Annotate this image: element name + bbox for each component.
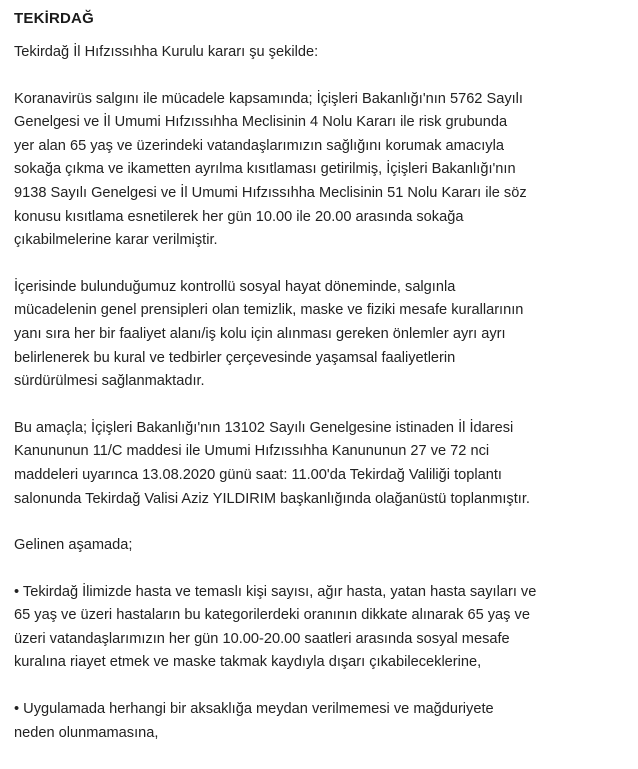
text-line: Gelinen aşamada;	[14, 537, 133, 554]
city-heading: TEKİRDAĞ	[14, 10, 94, 27]
text-line: Kanununun 11/C maddesi ile Umumi Hıfzıssıhha Kanununun 27 ve 72 nci	[14, 443, 490, 460]
text-line: 65 yaş ve üzeri hastaların bu kategorilerdeki oranının dikkate alınarak 65 yaş ve	[14, 607, 530, 624]
text-line: kuralına riayet etmek ve maske takmak kaydıyla dışarı çıkabileceklerine,	[14, 654, 482, 671]
bullet-paragraph-2	[14, 698, 624, 745]
text-line: konusu kısıtlama esnetilerek her gün 10.00 ile 20.00 arasında sokağa	[14, 208, 464, 225]
text-line: belirlenerek bu kural ve tedbirler çerçevesinde yaşamsal faaliyetlerin	[14, 349, 456, 366]
text-line: yanı sıra her bir faaliyet alanı/iş kolu için alınması gereken önlemler ayrı ayrı	[14, 325, 506, 342]
text-line: • Tekirdağ İlimizde hasta ve temaslı kişi sayısı, ağır hasta, yatan hasta sayıları ve	[14, 583, 537, 600]
text-line: neden olunmamasına,	[14, 724, 159, 741]
restriction-paragraph	[14, 88, 624, 253]
text-line: Koranavirüs salgını ile mücadele kapsamında; İçişleri Bakanlığı'nın 5762 Sayılı	[14, 90, 523, 107]
text-line: üzeri vatandaşlarımızın her gün 10.00-20.00 saatleri arasında sosyal mesafe	[14, 630, 510, 647]
text-line: salonunda Tekirdağ Valisi Aziz YILDIRIM başkanlığında olağanüstü toplanmıştır.	[14, 490, 530, 507]
meeting-paragraph	[14, 417, 624, 511]
text-line: mücadelenin genel prensipleri olan temizlik, maske ve fiziki mesafe kurallarının	[14, 302, 524, 319]
text-line: çıkabilmelerine karar verilmiştir.	[14, 232, 218, 249]
text-line: sürdürülmesi sağlanmaktadır.	[14, 373, 205, 390]
social-life-paragraph	[14, 276, 624, 394]
text-line: 9138 Sayılı Genelgesi ve İl Umumi Hıfzıssıhha Meclisinin 51 Nolu Kararı ile söz	[14, 184, 527, 201]
text-line: sokağa çıkma ve ikametten ayrılma kısıtlaması getirilmiş, İçişleri Bakanlığı'nın	[14, 161, 516, 178]
stage-paragraph	[14, 534, 624, 558]
text-line: Genelgesi ve İl Umumi Hıfzıssıhha Meclisinin 4 Nolu Kararı ile risk grubunda	[14, 114, 508, 131]
bullet-paragraph-1	[14, 581, 624, 675]
text-line: • Uygulamada herhangi bir aksaklığa meydan verilmemesi ve mağduriyete	[14, 701, 494, 718]
text-line: maddeleri uyarınca 13.08.2020 günü saat: 11.00'da Tekirdağ Valiliği toplantı	[14, 466, 502, 483]
text-line: Tekirdağ İl Hıfzıssıhha Kurulu kararı şu şekilde:	[14, 44, 319, 60]
text-line: yer alan 65 yaş ve üzerindeki vatandaşlarımızın sağlığını korumak amacıyla	[14, 137, 504, 154]
text-line: İçerisinde bulunduğumuz kontrollü sosyal hayat döneminde, salgınla	[14, 278, 456, 295]
text-line: Bu amaçla; İçişleri Bakanlığı'nın 13102 Sayılı Genelgesine istinaden İl İdaresi	[14, 419, 514, 436]
intro-paragraph	[14, 41, 624, 65]
